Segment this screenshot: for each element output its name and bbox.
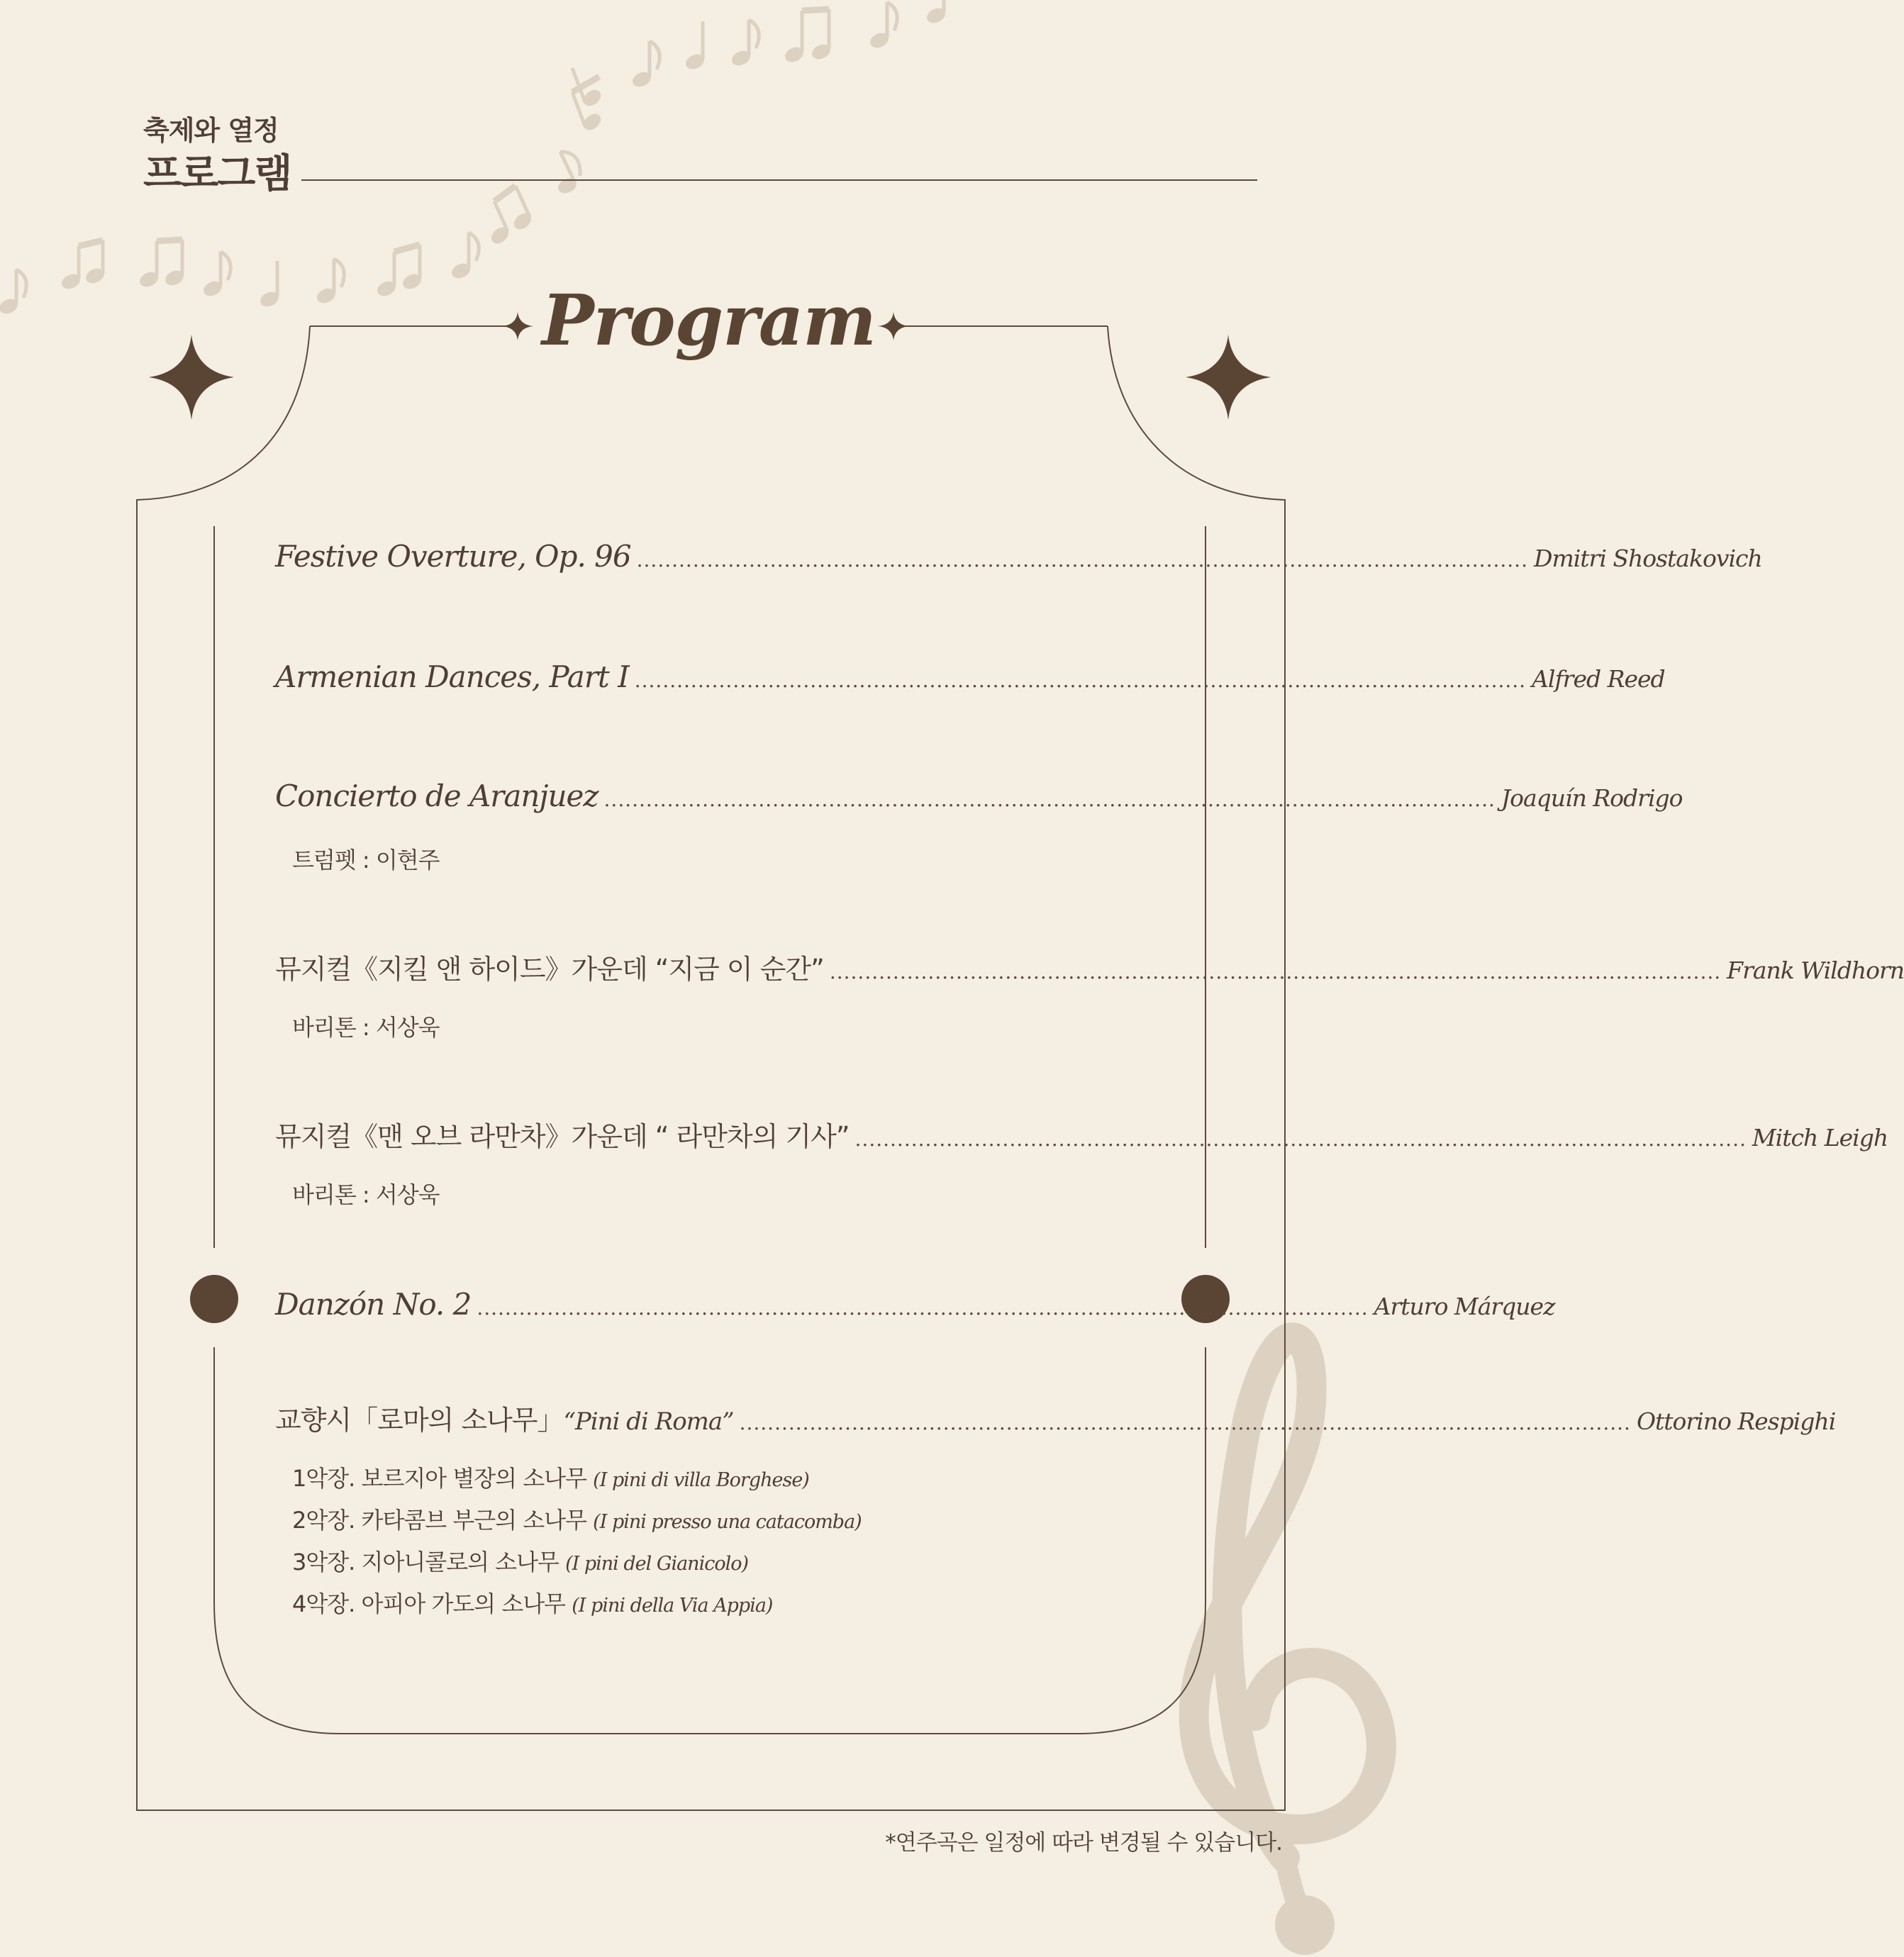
movement-label: 3악장. 지아니콜로의 소나무 (292, 1549, 559, 1576)
composer-name: Joaquín Rodrigo (1501, 784, 1683, 812)
program-item (275, 539, 1762, 581)
header (143, 113, 291, 200)
movement-original-title: (I pini del Gianicolo) (565, 1553, 749, 1575)
leader-dots: ............................................................................................................................... (739, 1411, 1631, 1434)
program-item (275, 1398, 1836, 1441)
performer-credit: 바리톤 : 서상욱 (292, 1014, 440, 1041)
music-note-icon (0, 0, 947, 316)
program-item (275, 779, 1683, 821)
piece-title: Festive Overture, Op. 96 (275, 539, 631, 574)
program-item (275, 1115, 1888, 1157)
header-divider (301, 179, 1257, 181)
footnote: *연주곡은 일정에 따라 변경될 수 있습니다. (885, 1830, 1282, 1856)
piece-title (275, 1398, 734, 1437)
header-subtitle: 축제와 열정 (143, 115, 279, 146)
leader-dots: ............................................................................................................................... (634, 669, 1527, 692)
program-item (275, 659, 1665, 702)
movement-label: 1악장. 보르지아 별장의 소나무 (292, 1465, 586, 1492)
movement-item (292, 1586, 772, 1619)
performer-credit: 바리톤 : 서상욱 (292, 1181, 440, 1208)
movement-label: 2악장. 카타콤브 부근의 소나무 (292, 1507, 586, 1534)
program-item (275, 1287, 1555, 1329)
movement-original-title: (I pini di villa Borghese) (593, 1469, 809, 1491)
movement-original-title: (I pini presso una catacomba) (593, 1511, 862, 1533)
composer-name: Arturo Márquez (1374, 1293, 1555, 1320)
header-title: 프로그램 (143, 151, 291, 197)
piece-title: 뮤지컬《지킬 앤 하이드》가운데 “지금 이 순간” (275, 954, 824, 985)
piece-title: 뮤지컬《맨 오브 라만차》가운데 “ 라만차의 기사” (275, 1121, 850, 1152)
piece-title-korean: 교향시「로마의 소나무」 (275, 1405, 564, 1436)
ornament-dot-left (190, 1275, 238, 1323)
composer-name: Dmitri Shostakovich (1533, 545, 1762, 572)
performer-credit: 트럼펫 : 이현주 (292, 847, 440, 874)
leader-dots: ............................................................................................................................... (636, 548, 1528, 572)
piece-title: Concierto de Aranjuez (275, 779, 599, 813)
leader-dots: ............................................................................................................................... (603, 788, 1496, 811)
movement-original-title: (I pini della Via Appia) (572, 1595, 773, 1617)
movement-item (292, 1544, 748, 1577)
leader-dots: ............................................................................................................................... (477, 1296, 1369, 1320)
composer-name: Mitch Leigh (1752, 1124, 1888, 1152)
composer-name: Ottorino Respighi (1636, 1407, 1836, 1435)
page-title: Program (541, 280, 876, 362)
composer-name: Frank Wildhorn (1727, 957, 1904, 984)
program-item (275, 947, 1904, 990)
piece-title: Danzón No. 2 (275, 1287, 472, 1322)
piece-title: Armenian Dances, Part I (275, 659, 629, 694)
piece-title-original: “Pini di Roma” (563, 1407, 734, 1436)
movement-label: 4악장. 아피아 가도의 소나무 (292, 1590, 566, 1617)
composer-name: Alfred Reed (1532, 665, 1665, 693)
movement-item (292, 1502, 862, 1535)
movement-item (292, 1461, 809, 1493)
leader-dots: ............................................................................................................................... (854, 1127, 1747, 1151)
leader-dots: ............................................................................................................................... (829, 960, 1722, 983)
